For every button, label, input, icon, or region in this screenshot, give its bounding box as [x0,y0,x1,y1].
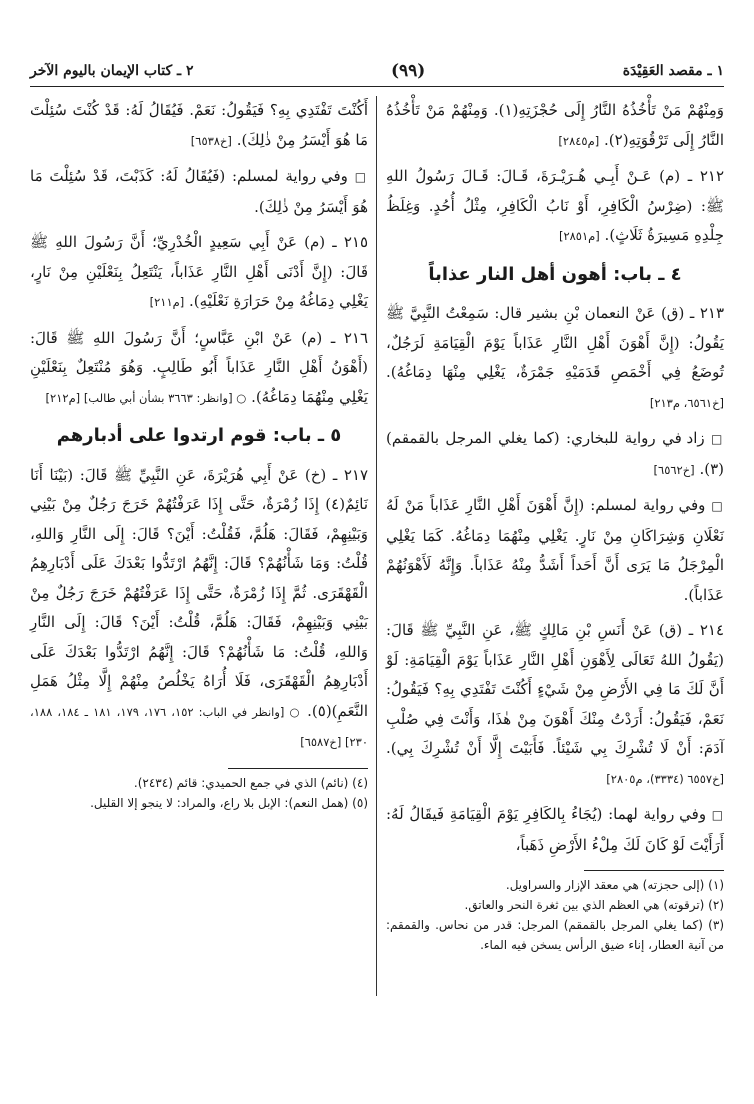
paragraph-text: ٢١٧ ـ (خ) عَنْ أَبِي هُرَيْرَةَ، عَنِ النَّبِيِّ ﷺ قَالَ: (بَيْنَا أَنَا نَائِمٌ(٤) إِذَا زُمْرَةٌ، حَتَّى إِذَا عَرَفْتُهُمْ خَرَجَ رَجُلٌ مِنْ بَيْنِي وَبَيْنِهِمْ، فَقَالَ: هَلُمَّ، فَقُلْتُ: أَيْنَ؟ قَالَ: إِلَى النَّارِ وَاللهِ، قُلْتُ: وَمَا شَأْنُهُمْ؟ قَالَ: إِنَّهُمُ ارْتَدُّوا بَعْدَكَ عَلَى أَدْبَارِهِمُ الْقَهْقَرَى. ثُمَّ إِذَا زُمْرَةٌ، حَتَّى إِذَا عَرَفْتُهُمْ خَرَجَ رَجُلٌ مِنْ بَيْنِي وَبَيْنِهِمْ، فَقَالَ: هَلُمَّ، قُلْتُ: أَيْنَ؟ قَالَ: إِلَى النَّارِ وَاللهِ، قُلْتُ: مَا شَأْنُهُمْ؟ قَالَ: إِنَّهُمُ ارْتَدُّوا بَعْدَكَ عَلَى أَدْبَارِهِمُ الْقَهْقَرَى، فَلَا أُرَاهُ يَخْلُصُ مِنْهُمْ إِلَّا مِثْلُ هَمَلِ النَّعَمِ)(٥). [30,465,368,720]
source-reference: ○ [وانظر: ٣٦٦٣ بشأن أبي طالب] [م٢١٢] [45,390,247,405]
paragraph-text: ٢١٤ ـ (ق) عَنْ أَنَسِ بْنِ مَالِكٍ ﷺ، عَنِ النَّبِيِّ ﷺ قَالَ: (يَقُولُ اللهُ تَعَالَى لِأَهْوَنِ أَهْلِ النَّارِ عَذَاباً يَوْمَ الْقِيَامَةِ: لَوْ أَنَّ لَكَ مَا فِي الأَرْضِ مِنْ شَيْءٍ أَكُنْتَ تَفْتَدِي بِهِ؟ فَيَقُولُ: نَعَمْ، فَيَقُولُ: أَرَدْتُ مِنْكَ أَهْوَنَ مِنْ هٰذَا، وَأَنْتَ فِي صُلْبِ آدَمَ: أَنْ لَا تُشْرِكَ بِي شَيْئاً. فَأَبَيْتَ إِلَّا أَنْ تُشْرِكَ بِي). [386,621,724,757]
paragraph-text: وفي رواية لهما: (يُجَاءُ بِالكَافِرِ يَوْمَ الْقِيَامَةِ فَيقَالُ لَهُ: أَرَأَيْتَ لَوْ كَانَ لَكَ مِلْءُ الأَرْضِ ذَهَباً، [386,805,724,854]
narration-variant [30,162,368,222]
source-reference: ○ [وانظر في الباب: ١٥٢، ١٧٦، ١٧٩، ١٨١ ـ ١٨٤، ١٨٨، ٢٣٠] [خ٦٥٨٧] [30,704,368,749]
paragraph-text: ٢١٢ ـ (م) عَـنْ أَبِـي هُـرَيْـرَةَ، قَـالَ: قَـالَ رَسُولُ اللهِ ﷺ: (ضِرْسُ الْكَافِرِ، أَوْ نَابُ الْكَافِرِ، مِثْلُ أُحُدٍ. وَغِلَظُ جِلْدِهِ مَسِيرَةُ ثَلَاثٍ). [386,167,724,244]
square-bullet-icon: □ [711,432,724,446]
paragraph-text: ٢١٣ ـ (ق) عَنْ النعمان بْنِ بشير قال: سَمِعْتُ النَّبِيَّ ﷺ يَقُولُ: (إِنَّ أَهْوَنَ أَهْلِ النَّارِ عَذَاباً يَوْمَ الْقِيَامَةِ لَرَجُلٌ، تُوضَعُ فِي أَخْمَصِ قَدَمَيْهِ جَمْرَةٌ، يَغْلِي مِنْهَا دِمَاغُهُ). [386,304,724,381]
paragraph-text: وَمِنْهُمْ مَنْ تَأْخُذُهُ النَّارُ إِلَى حُجْزَتِهِ(١). وَمِنْهُمْ مَنْ تَأْخُذُهُ النَّارُ إِلَى تَرْقُوَتِهِ(٢). [386,101,724,149]
hadith-216 [30,324,368,414]
paragraph-text: ٢١٥ ـ (م) عَنْ أَبِي سَعِيدٍ الْخُدْرِيِّ؛ أَنَّ رَسُولَ اللهِ ﷺ قَالَ: (إِنَّ أَدْنَى أَهْلِ النَّارِ عَذَاباً، يَنْتَعِلُ بِنَعْلَيْنِ مِنْ نَارٍ، يَغْلِي دِمَاغُهُ مِنْ حَرَارَةِ نَعْلَيْهِ). [30,233,368,310]
source-reference: [خ٦٥٦١، م٢١٣] [649,395,724,410]
source-reference: [خ٦٥٥٧ (٣٣٣٤)، م٢٨٠٥] [606,771,724,786]
paragraph-text: أَكُنْتَ تَفْتَدِي بِهِ؟ فَيَقُولُ: نَعَمْ. فَيُقَالُ لَهُ: قَدْ كُنْتَ سُئِلْتَ مَا هُوَ أَيْسَرُ مِنْ ذٰلِكَ). [30,101,368,149]
source-reference: [خ٦٥٣٨] [190,133,232,148]
footnote-divider [228,768,368,769]
footnote: (٣) (كما يغلي المرجل بالقمقم) المرجل: قدر من نحاس. والقمقم: من آنية العطار، إناء ضيق الرأس يسخن فيه الماء. [386,918,724,952]
hadith-213 [386,299,724,418]
hadith-212 [386,162,724,252]
footnote: (١) (إلى حجزته) هي معقد الإزار والسراويل. [505,878,724,892]
square-bullet-icon: □ [711,808,724,822]
left-column [30,96,368,813]
square-bullet-icon: □ [711,499,724,513]
hadith-text [386,96,724,156]
footnote-divider [584,870,724,871]
hadith-continuation [30,96,368,156]
hadith-217 [30,461,368,758]
chapter-heading-5: ٥ ـ باب: قوم ارتدوا على أدبارهم [56,425,342,446]
column-divider [376,96,377,996]
paragraph-text: وفي رواية لمسلم: (إِنَّ أَهْوَنَ أَهْلِ النَّارِ عَذَاباً مَنْ لَهُ نَعْلَانِ وَشِرَاكَانِ مِنْ نَارٍ. يَغْلِي مِنْهُمَا دِمَاغُهُ. كَمَا يَغْلِي الْمِرْجَلُ مَا يَرَى أَنَّ أَحَداً أَشَدُّ مِنْهُ عَذَاباً. وَإِنَّهُ لَأَهْوَنُهُمْ عَذَاباً). [386,496,724,604]
source-reference: [م٢٨٥١] [558,229,600,243]
hadith-215 [30,228,368,318]
footnote: (٢) (ترقوته) هي العظم الذي بين ثغرة النحر والعاتق. [464,898,724,912]
narration-variant [386,800,724,860]
right-column [386,96,724,955]
paragraph-text: ٢١٦ ـ (م) عَنْ ابْنِ عَبَّاسٍ؛ أَنَّ رَسُولَ اللهِ ﷺ قَالَ: (أَهْوَنُ أَهْلِ النَّارِ عَذَاباً أَبُو طَالِبٍ. وَهُوَ مُنْتَعِلٌ بِنَعْلَيْنِ يَغْلِي مِنْهُمَا دِمَاغُهُ). [30,328,368,406]
page-header [30,56,724,87]
source-reference: [خ٦٥٦٢] [653,462,695,477]
header-right-title: ١ ـ مقصد العَقِيْدَة [622,63,724,79]
square-bullet-icon: □ [354,170,369,184]
hadith-214 [386,616,724,794]
narration-variant [386,424,724,485]
paragraph-text: زاد في رواية للبخاري: (كما يغلي المرجل بالقمقم)(٣). [386,429,724,478]
footnote: (٥) (همل النعم): الإبل بلا راع، والمراد: لا ينجو إلا القليل. [90,795,368,810]
paragraph-text: وفي رواية لمسلم: (فَيُقَالُ لَهُ: كَذَبْتَ، قَدْ سُئِلْتَ مَا هُوَ أَيْسَرُ مِنْ ذٰلِكَ). [30,167,368,216]
source-reference: [م٢١١] [149,295,185,309]
page-number: (٩٩) [390,61,426,81]
chapter-heading-4: ٤ ـ باب: أهون أهل النار عذاباً [428,263,682,285]
footnote: (٤) (نائم) الذي في جمع الحميدي: قائم (٢٤٣٤). [133,775,368,790]
narration-variant [386,491,724,610]
source-reference: [م٢٨٤٥] [558,133,600,148]
header-left-title: ٢ ـ كتاب الإيمان باليوم الآخر [30,63,194,79]
